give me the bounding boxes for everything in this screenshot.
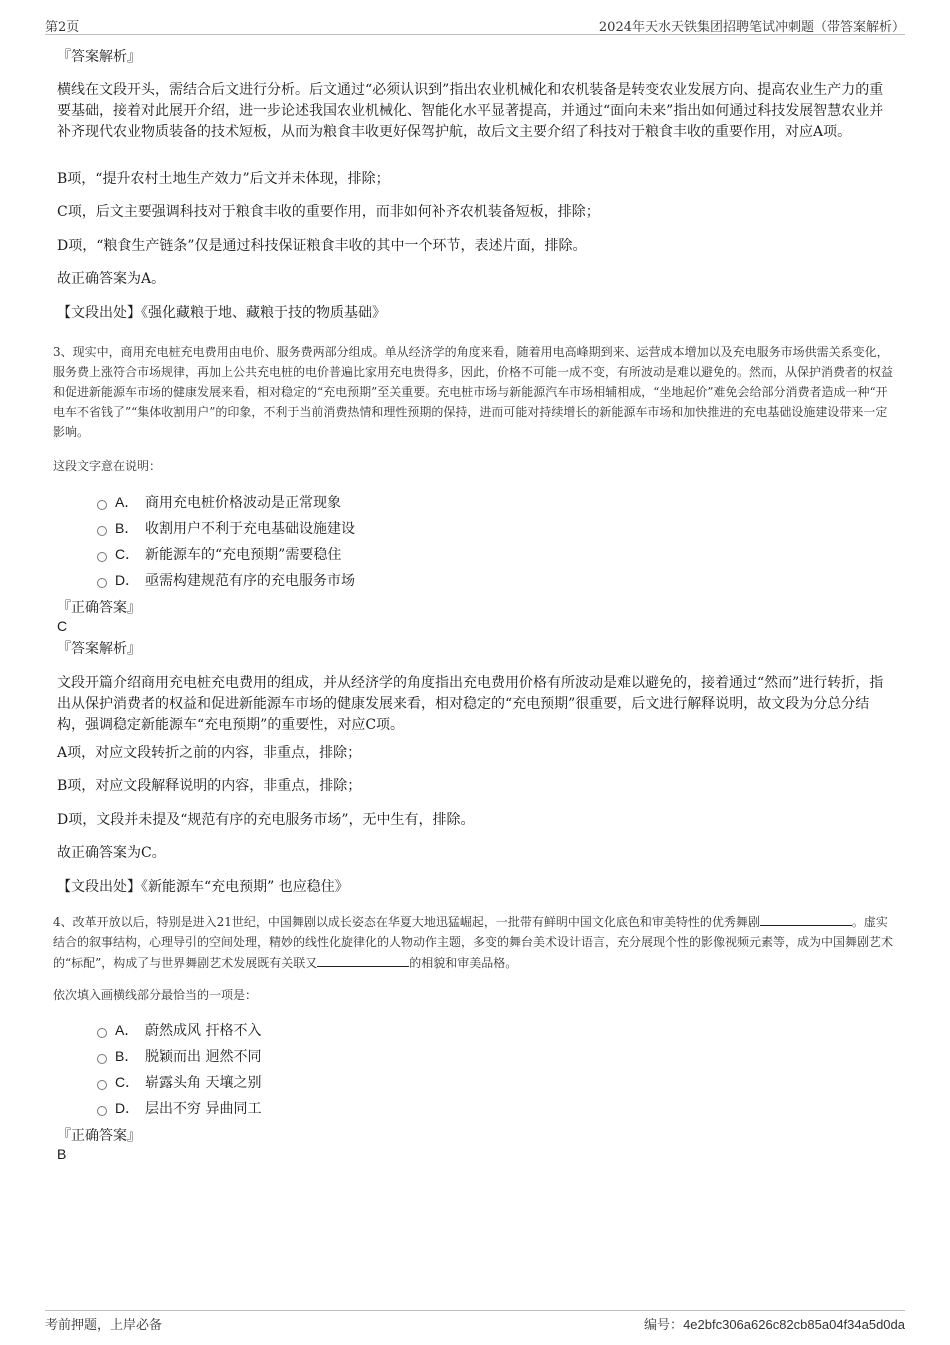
- q4-option-a[interactable]: A． 蔚然成风 扞格不入: [97, 1020, 261, 1040]
- q3-analysis-label: 『答案解析』: [57, 641, 141, 657]
- q2-option-d-analysis: D项，“粮食生产链条”仅是通过科技保证粮食丰收的其中一个环节，表述片面，排除。: [57, 238, 587, 254]
- radio-icon[interactable]: [97, 526, 107, 536]
- q2-source: 【文段出处】《强化藏粮于地、藏粮于技的物质基础》: [57, 305, 386, 321]
- radio-icon[interactable]: [97, 552, 107, 562]
- footer-slogan: 考前押题，上岸必备: [45, 1318, 163, 1333]
- q3-option-b[interactable]: B． 收割用户不利于充电基础设施建设: [97, 518, 355, 538]
- q4-answer: B: [57, 1146, 67, 1162]
- q3-option-d[interactable]: D． 亟需构建规范有序的充电服务市场: [97, 570, 355, 590]
- page-number: 第2页: [45, 20, 80, 35]
- page-header: [45, 14, 905, 35]
- q3-answer: C: [57, 618, 68, 634]
- q3-answer-label: 『正确答案』: [57, 600, 141, 616]
- q3-conclusion: 故正确答案为C。: [57, 845, 166, 861]
- q2-option-b-analysis: B项，“提升农村土地生产效力”后文并未体现，排除；: [57, 171, 390, 187]
- document-code: 编号：4e2bfc306a626c82cb85a04f34a5d0da: [644, 1317, 905, 1333]
- document-title: 2024年天水天铁集团招聘笔试冲刺题（带答案解析）: [598, 20, 905, 35]
- q3-question: 这段文字意在说明：: [53, 459, 162, 473]
- q2-analysis-label: 『答案解析』: [57, 49, 141, 65]
- q4-stem: 4、改革开放以后，特别是进入21世纪，中国舞剧以成长姿态在华夏大地迅猛崛起，一批带有鲜明中国文化底色和审美特性的优秀舞剧 。虚实结合的叙事结构，心理导引的空间处理，精妙的线性化旋律化的人物动作主题，多变的舞台美术设计语言，充分展现个性的影像视频元素等，成为中国舞剧艺术的“标配”，构成了与世界舞剧艺术发展既有关联又 的相貌和审美品格。: [53, 911, 895, 973]
- q3-option-a[interactable]: A． 商用充电桩价格波动是正常现象: [97, 492, 341, 512]
- radio-icon[interactable]: [97, 1080, 107, 1090]
- q2-analysis: 横线在文段开头，需结合后文进行分析。后文通过“必须认识到”指出农业机械化和农机装备是转变农业发展方向、提高农业生产力的重要基础，接着对此展开介绍，进一步论述我国农业机械化、智能化水平显著提高，并通过“面向未来”指出如何通过科技发展智慧农业并补齐现代农业物质装备的技术短板，从而为粮食丰收更好保驾护航，故后文主要介绍了科技对于粮食丰收的重要作用，对应A项。: [57, 82, 884, 140]
- radio-icon[interactable]: [97, 500, 107, 510]
- q4-option-b[interactable]: B． 脱颖而出 迥然不同: [97, 1046, 261, 1066]
- radio-icon[interactable]: [97, 1028, 107, 1038]
- q3-stem: 3、现实中，商用充电桩充电费用由电价、服务费两部分组成。单从经济学的角度来看，随着用电高峰期到来、运营成本增加以及充电服务市场供需关系变化，服务费上涨符合市场规律，再加上公共充电桩的电价普遍比家用充电贵得多，因此，价格不可能一成不变，有所波动是难以避免的。然而，从保护消费者的权益和促进新能源车市场的健康发展来看，相对稳定的“充电预期”至关重要。充电桩市场与新能源汽车市场相辅相成，“坐地起价”难免会给部分消费者造成一种“开电车不省钱了”“集体收割用户”的印象，不利于当前消费热情和理性预期的保持，进而可能对持续增长的新能源车市场和加快推进的充电基础设施建设带来一定影响。: [53, 345, 894, 439]
- page-footer: [45, 1310, 905, 1333]
- radio-icon[interactable]: [97, 578, 107, 588]
- q2-conclusion: 故正确答案为A。: [57, 271, 166, 287]
- q3-analysis: 文段开篇介绍商用充电桩充电费用的组成，并从经济学的角度指出充电费用价格有所波动是难以避免的，接着通过“然而”进行转折，指出从保护消费者的权益和促进新能源车市场的健康发展来看，相对稳定的“充电预期”很重要，后文进行解释说明，故文段为分总分结构，强调稳定新能源车“充电预期”的重要性，对应C项。: [57, 675, 884, 733]
- radio-icon[interactable]: [97, 1106, 107, 1116]
- q4-question: 依次填入画横线部分最恰当的一项是：: [53, 988, 258, 1002]
- q3-option-b-analysis: B项，对应文段解释说明的内容，非重点，排除；: [57, 778, 362, 794]
- q3-option-d-analysis: D项，文段并未提及“规范有序的充电服务市场”，无中生有，排除。: [57, 812, 475, 828]
- q4-option-c[interactable]: C． 崭露头角 天壤之别: [97, 1072, 261, 1092]
- q4-option-d[interactable]: D． 层出不穷 异曲同工: [97, 1098, 261, 1118]
- radio-icon[interactable]: [97, 1054, 107, 1064]
- q2-option-c-analysis: C项，后文主要强调科技对于粮食丰收的重要作用，而非如何补齐农机装备短板，排除；: [57, 204, 600, 220]
- q3-source: 【文段出处】《新能源车“充电预期” 也应稳住》: [57, 879, 349, 895]
- q3-option-a-analysis: A项，对应文段转折之前的内容，非重点，排除；: [57, 745, 362, 761]
- fill-blank-1: [760, 911, 852, 926]
- q3-option-c[interactable]: C． 新能源车的“充电预期”需要稳住: [97, 544, 341, 564]
- q4-answer-label: 『正确答案』: [57, 1128, 141, 1144]
- fill-blank-2: [317, 952, 409, 967]
